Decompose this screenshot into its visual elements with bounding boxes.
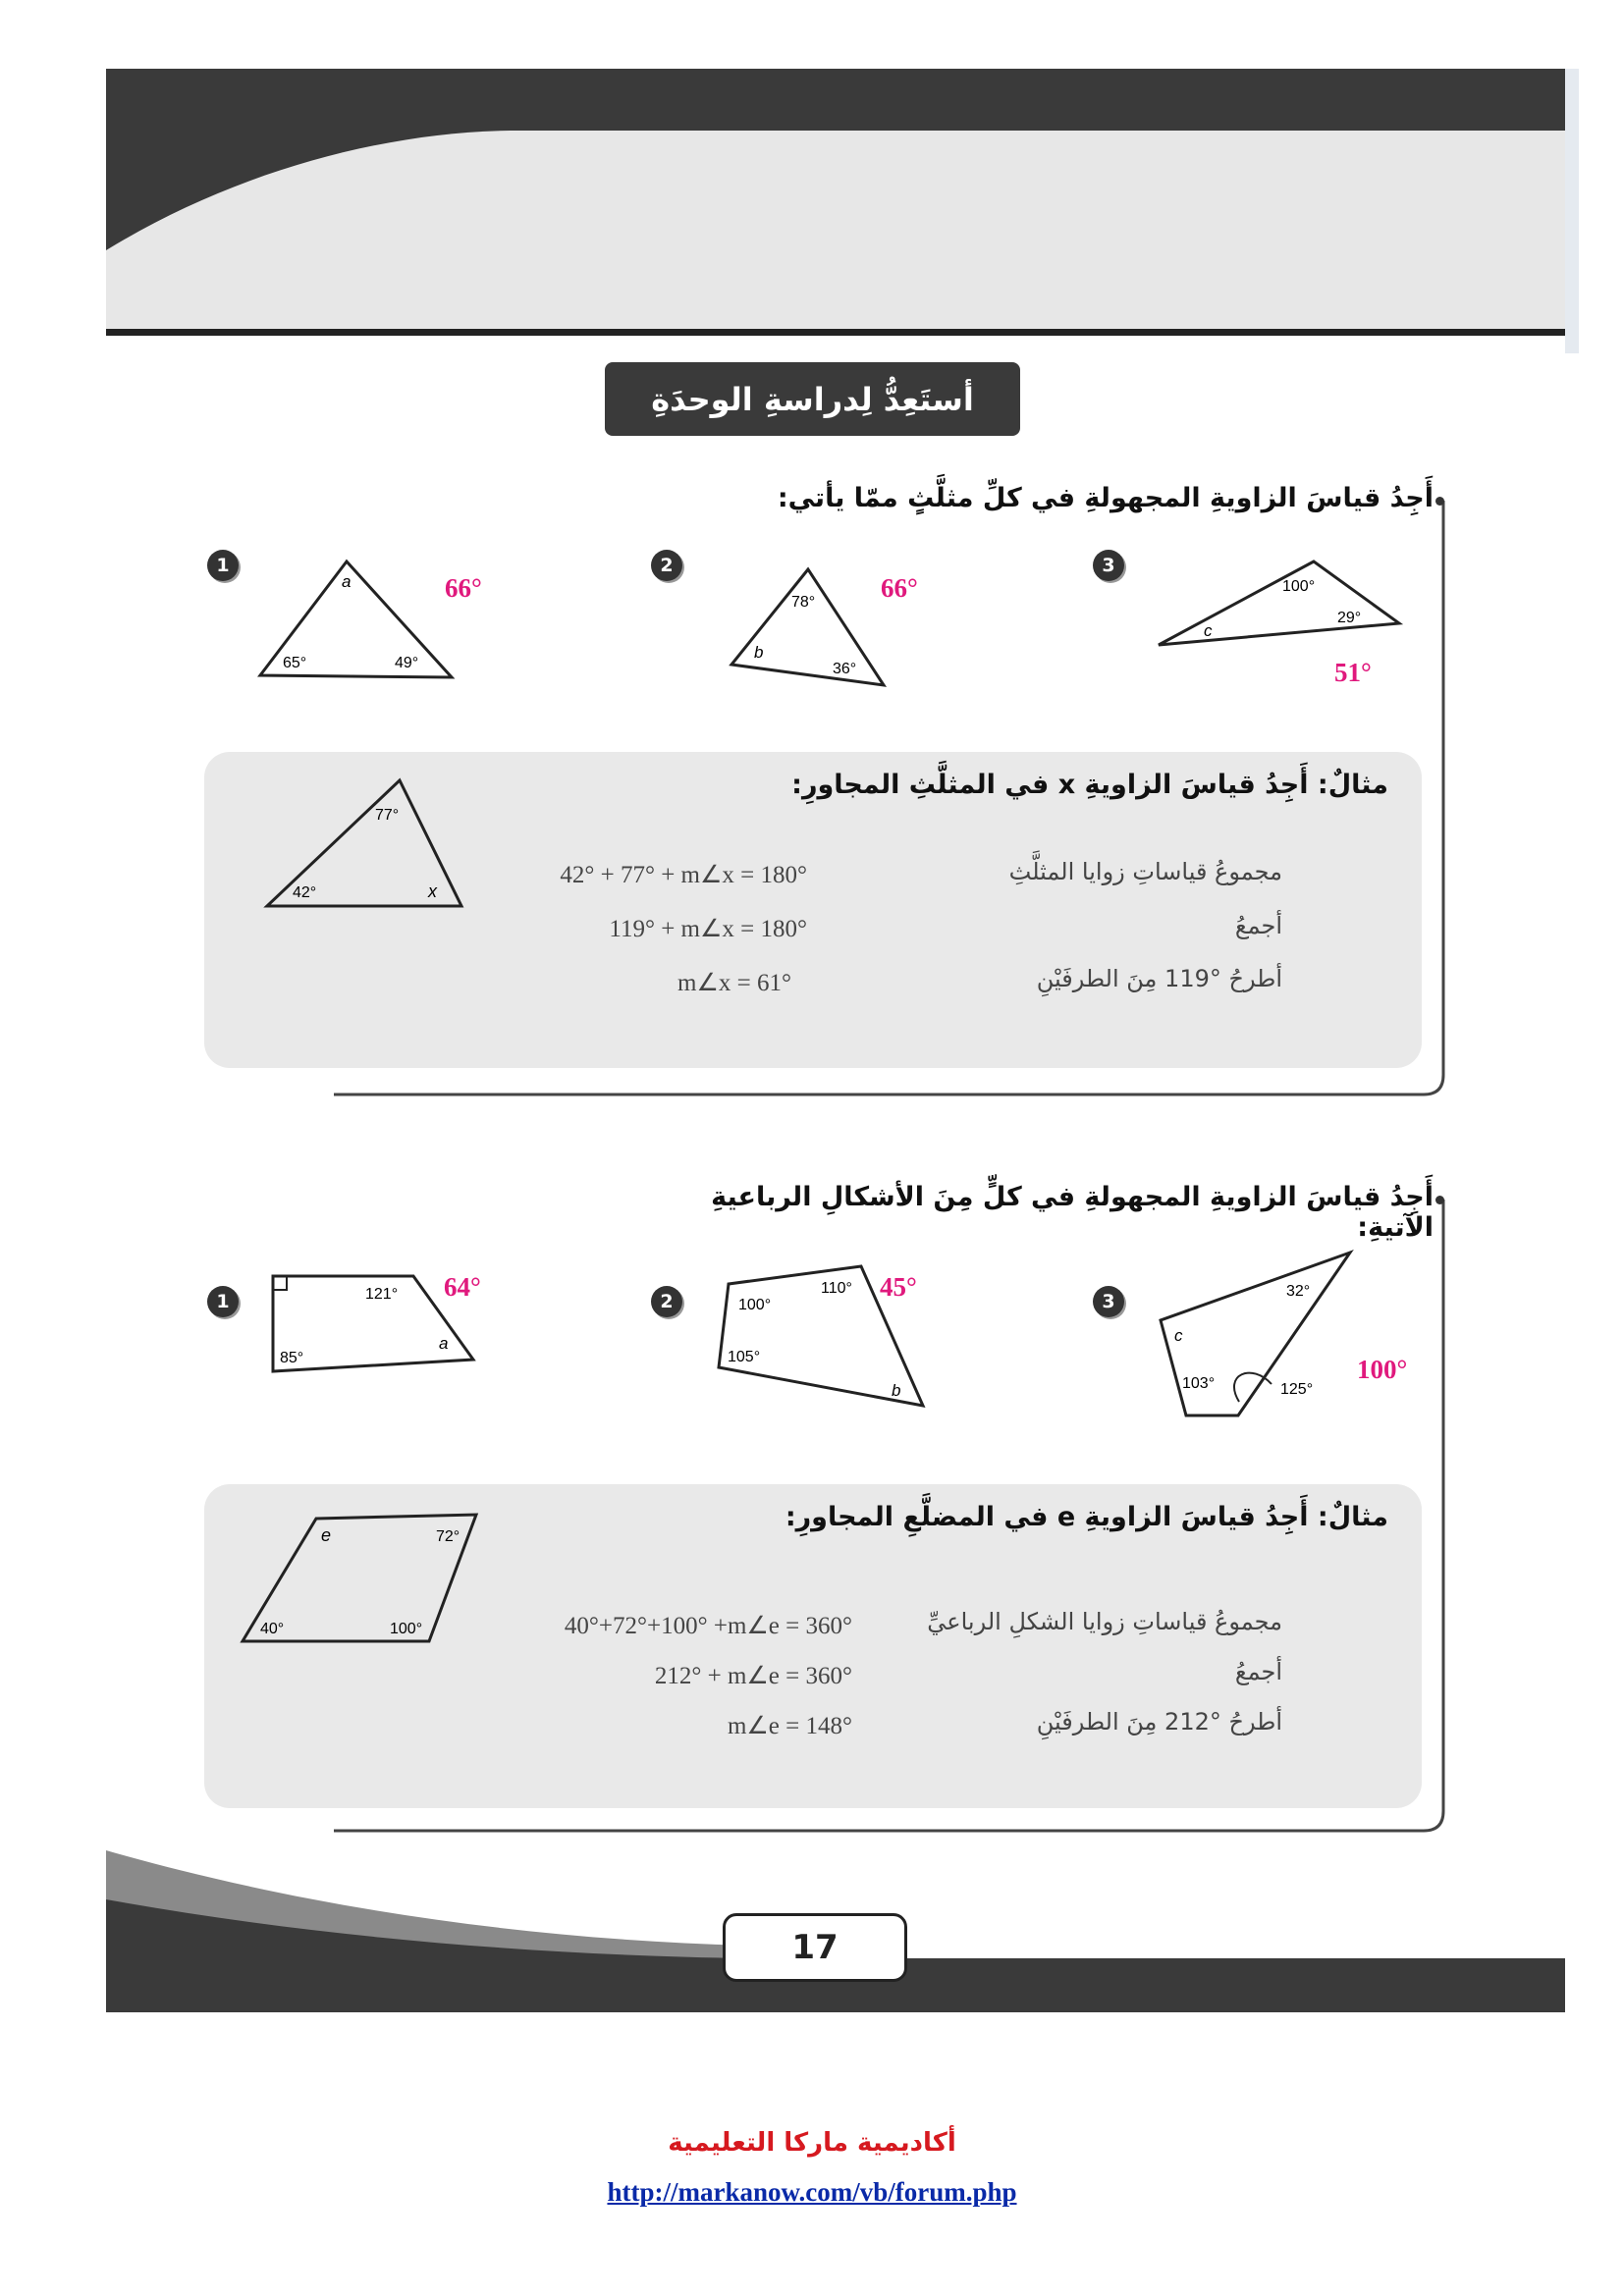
answer-value: 64° [444,1272,481,1302]
problem-number-badge: 2 [651,550,682,581]
example-equation: 42° + 77° + m∠x = 180° [560,862,807,888]
figure-label: 103° [1182,1375,1216,1392]
footer-link[interactable]: http://markanow.com/vb/forum.php [607,2177,1017,2207]
answer-value: 66° [445,573,482,603]
example-title-text: أَجِدُ قياسَ الزاويةِ x في المثلَّثِ المجاورِ: [791,770,1309,800]
page-title: أستَعِدُّ لِدراسةِ الوحدَةِ [605,362,1020,436]
figure-label: 100° [390,1621,423,1637]
figure-label: 49° [395,655,419,671]
problem-number-badge: 1 [207,550,239,581]
figure-label: 72° [436,1528,460,1545]
example-label: مثالٌ: [1317,770,1388,800]
figure-label: b [754,643,764,662]
figure-label: 85° [280,1350,304,1366]
problem-number-badge: 1 [207,1286,239,1317]
example-equation: m∠x = 61° [677,970,791,996]
figure-label: 32° [1286,1283,1311,1300]
section2-heading: أَجِدُ قياسَ الزاويةِ المجهولةِ في كلٍّ مِنَ الأشكالِ الرباعيةِ الآتيةِ: [711,1182,1434,1243]
figure-label: 36° [833,661,857,677]
example-label: مثالٌ: [1317,1502,1388,1532]
figure-label: a [342,572,352,591]
answer-value: 51° [1334,658,1372,687]
figure-label: e [321,1525,332,1545]
example-step-text: أجمعُ [1234,1658,1282,1685]
problem-number-badge: 2 [651,1286,682,1317]
problem-number-badge: 3 [1093,1286,1124,1317]
problem-number-badge: 3 [1093,550,1124,581]
figure-label: 42° [293,884,317,901]
example-equation: 119° + m∠x = 180° [609,916,807,942]
example-equation: m∠e = 148° [727,1713,852,1739]
figure-label: 100° [1282,578,1316,595]
figure-label: 110° [821,1280,852,1297]
footer-academy-name: أكاديمية ماركا التعليمية [668,2128,956,2158]
example-equation: 212° + m∠e = 360° [654,1663,852,1689]
figure-label: 105° [728,1349,761,1365]
figure-label: b [892,1381,901,1400]
figure-label: c [1174,1326,1183,1345]
figure-label: 40° [260,1621,285,1637]
figure-label: 29° [1337,610,1362,626]
example-step-text: مجموعُ قياساتِ زوايا الشكلِ الرباعيِّ [927,1608,1282,1635]
example-equation: 40°+72°+100° +m∠e = 360° [564,1613,852,1639]
answer-value: 66° [881,573,918,603]
figure-label: 125° [1280,1381,1314,1398]
example-title-text: أَجِدُ قياسَ الزاويةِ e في المضلَّعِ المجاورِ: [785,1502,1309,1532]
example-step-text: مجموعُ قياساتِ زوايا المثلَّثِ [1008,858,1282,885]
example-step-text: أجمعُ [1234,912,1282,939]
example-step-text: أطرحُ °119 مِنَ الطرفَيْنِ [1036,965,1282,992]
figure-label: 77° [375,807,400,824]
figure-label: c [1204,621,1213,640]
answer-value: 45° [880,1272,917,1302]
figure-label: 100° [738,1297,772,1313]
page-number: 17 [723,1913,907,1982]
section1-heading: أَجِدُ قياسَ الزاويةِ المجهولةِ في كلِّ مثلَّثٍ ممّا يأتي: [777,483,1434,513]
example-step-text: أطرحُ °212 مِنَ الطرفَيْنِ [1036,1708,1282,1735]
figure-label: 78° [791,594,816,611]
figure-label: 65° [283,655,307,671]
figure-label: 121° [365,1286,399,1303]
figure-label: a [439,1334,449,1353]
figure-label: x [428,881,437,901]
answer-value: 100° [1357,1355,1408,1384]
